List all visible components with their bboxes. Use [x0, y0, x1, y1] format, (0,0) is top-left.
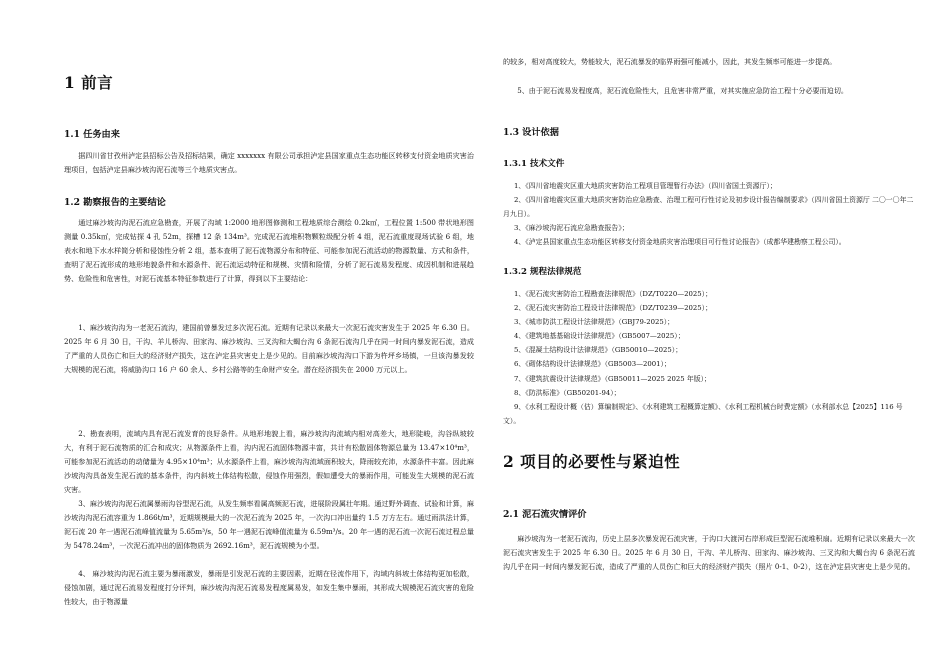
- section-2-1-title: 2.1 泥石流灾情评价: [503, 509, 587, 520]
- section-1-2-paragraph-conclusion-1: 1、麻沙坡沟沟为一老泥石流沟，建国前曾暴发过多次泥石流。近期有记录以来最大一次泥石流灾害发生于 2025 年 6.30 日。2025 年 6 月 30 日，干沟、羊儿桥沟、田家沟、麻沙坡沟、三叉沟和大蝎台沟 6 条泥石流沟几乎在同一时间内暴发泥石流，造成了严重的人员伤亡和巨大的经济财产损失，这在泸定县灾害史上是少见的。目前麻沙坡沟沟口下游为杵坪乡场镇，一旦该沟暴发较大规模的泥石流，将威胁沟口 16 户 60 余人、乡村公路等的生命财产安全。潜在经济损失在 2000 万元以上。: [64, 323, 474, 375]
- codes-list: [503, 287, 915, 428]
- list-item: 5、《混凝土结构设计法律规范》（GB50010—2025）；: [514, 346, 683, 355]
- list-item: 3、《麻沙坡沟泥石流应急勘查报告》；: [514, 224, 629, 233]
- section-1-1-title: 1.1 任务由来: [64, 129, 120, 140]
- list-item: 1、《泥石流灾害防治工程勘查法律规范》（DZ/T0220—2025）；: [514, 290, 712, 298]
- section-1-2-title: 1.2 勘察报告的主要结论: [64, 197, 166, 208]
- list-item: 6、《砌体结构设计法律规范》（GB5003—2001）；: [514, 360, 671, 369]
- list-item: 8、《防洪标准》（GB50201-94）；: [514, 388, 621, 397]
- list-item: 9、《水利工程设计概（估）算编制规定》、《水利建筑工程概算定额》、《水利工程机械台时费定额》（水利部水总【2025】116 号文）。: [503, 402, 903, 425]
- section-1-3-1-title: 1.3.1 技术文件: [503, 159, 565, 169]
- section-1-2-paragraph-conclusion-2: 2、勘查表明，流域内具有泥石流发育的良好条件。从地形地貌上看，麻沙坡沟沟流域内相对高差大，地形陡峻，沟谷纵坡较大，有利于泥石流物质的汇合和成灾；从物源条件上看，沟内泥石流固体物源丰富，共计有松散固体物源总量为 13.47×10⁴m³，可能参加泥石流活动的动储量为 4.95×10⁴m³；从水源条件上看，麻沙坡沟沟流域面积较大，降雨较充沛，水源条件丰富。因此麻沙坡沟沟具备发生泥石流的基本条件，沟内斜坡土体结构松散，侵蚀作用强烈，假如遭受大的暴雨作用，可能发生大规模的泥石流灾害。: [64, 429, 474, 495]
- list-item: 4、《建筑地基基础设计法律规范》（GB5007—2025）；: [514, 332, 685, 341]
- section-1-3-title: 1.3 设计依据: [503, 127, 559, 138]
- section-1-3-2-title: 1.3.2 规程法律规范: [503, 267, 582, 277]
- chapter-1-title: 1 前言: [64, 73, 114, 92]
- list-item: 2、《四川省地震灾区重大地质灾害防治应急勘查、治理工程可行性讨论及初步设计报告编制要求》（四川省国土资源厅 二〇一〇年二月九日）。: [503, 196, 914, 219]
- list-item: 7、《建筑抗震设计法律规范》（GB50011—2025 2025 年版）；: [514, 374, 711, 383]
- continued-paragraph: 的较多，相对高度较大，势能较大，泥石流暴发的临界雨强可能减小，因此，其发生频率可能进一步提高。: [503, 57, 837, 66]
- section-1-1-paragraph: 据四川省甘孜州泸定县招标公告及招标结果，确定 xxxxxxx 有限公司承担泸定县国家重点生态功能区转移支付资金地质灾害治理项目，包括泸定县麻沙坡沟泥石流等三个地质灾害点。: [64, 151, 474, 175]
- list-item: 2、《泥石流灾害防治工程设计法律规范》（DZ/T0239—2025）；: [514, 304, 712, 313]
- list-item: 1、《四川省地震灾区重大地质灾害防治工程项目管理暂行办法》（四川省国土资源厅）；: [514, 182, 777, 190]
- list-item: 3、《城市防洪工程设计法律规范》（GBJ79-2025）；: [514, 318, 675, 327]
- technical-documents-list: [503, 179, 915, 249]
- conclusion-5-paragraph: 5、由于泥石流易发程度高，泥石流危险性大，且危害非常严重，对其实施应急防治工程十分必要而迫切。: [517, 86, 849, 95]
- list-item: 4、《泸定县国家重点生态功能区转移支付资金地质灾害治理项目可行性讨论报告》（成都华建勘察工程公司）。: [514, 238, 846, 247]
- section-1-2-paragraph-conclusion-3: 3、麻沙坡沟沟泥石流属暴雨沟谷型泥石流，从发生频率看属高频泥石流，进展阶段属壮年期。通过野外调查、试验和计算，麻沙坡沟沟泥石流容重为 1.866t/m³，近期规模最大的一次泥石流为 2025 年，一次沟口冲出量约 1.5 万方左右。通过雨洪法计算，泥石流 20 年一遇泥石流峰值流量为 5.65m³/s，50 年一遇泥石流峰值流量为 6.59m³/s。20 年一遇的泥石流一次泥石流过程总量为 5478.24m³，一次泥石流冲出的固体物质为 2692.16m³，泥石流规模为小型。: [64, 499, 474, 551]
- section-1-2-paragraph-intro: 通过麻沙坡沟沟泥石流应急勘查，开展了沟域 1:2000 地形图修测和工程地质综合测绘 0.2k㎡，工程位置 1:500 带状地形图测量 0.35k㎡，完成钻探 4 孔 52m，探槽 12 条 134m³。完成泥石流堆积物颗粒级配分析 4 组，泥石流重度现场试验 6 组，地表水和地下水水样简分析和侵蚀性分析 2 组，基本查明了泥石流物源分布和特征、可能参加泥石流活动的物源数量、方式和条件，查明了泥石流形成的地形地貌条件和水源条件、泥石流运动特征和规模、灾情和险情，分析了泥石流易发程度、成因机制和进展趋势、危险性和危害性，对泥石流基本特征参数进行了计算，得到以下主要结论：: [64, 218, 474, 284]
- section-2-1-paragraph: 麻沙坡沟为一老泥石流沟，历史上层多次暴发泥石流灾害，于沟口大渡河右岸形成巨型泥石流堆积扇。近期有记录以来最大一次泥石流灾害发生于 2025 年 6.30 日。2025 年 6 月 30 日，干沟、羊儿桥沟、田家沟、麻沙坡沟、三叉沟和大蝎台沟 6 条泥石流沟几乎在同一时间内暴发泥石流，造成了严重的人员伤亡和巨大的经济财产损失（照片 0-1、0-2），这在泸定县灾害史上是少见的。: [503, 534, 915, 572]
- section-1-2-paragraph-conclusion-4: 4、 麻沙坡沟沟泥石流主要为暴雨激发，暴雨是引发泥石流的主要因素，近期在径流作用下，沟域内斜坡土体结构更加松散，侵蚀加剧，通过泥石流易发程度打分评判，麻沙坡沟沟泥石流易发程度属易发，如发生集中暴雨，其形成大规模泥石流灾害的危险性较大，由于物源量: [64, 569, 474, 607]
- chapter-2-title: 2 项目的必要性与紧迫性: [503, 452, 681, 471]
